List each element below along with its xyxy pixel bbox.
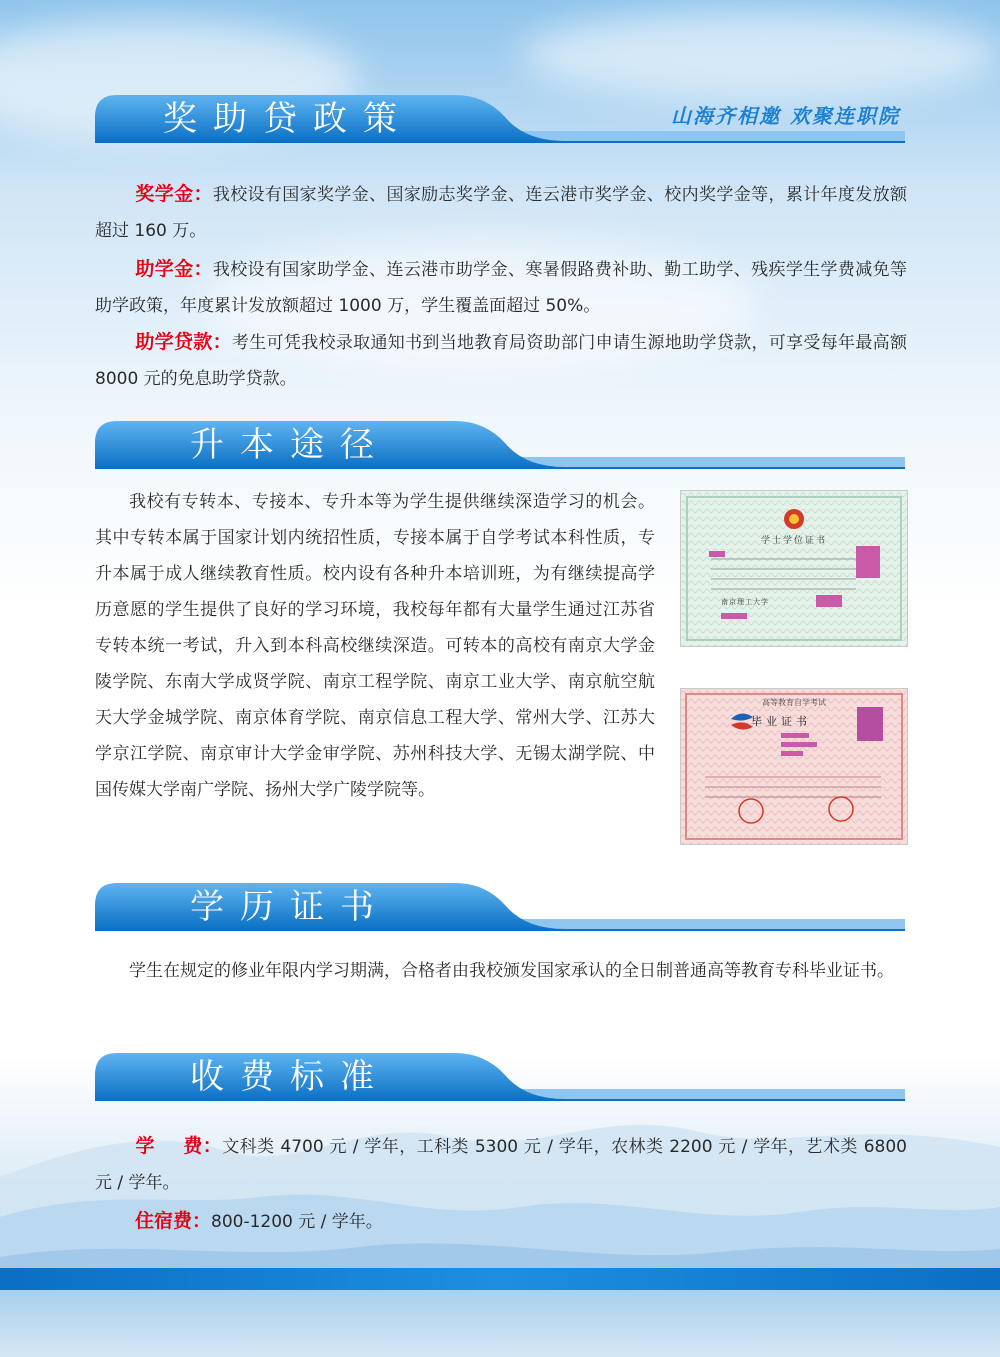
graduation-certificate-title: 毕业证书 (751, 715, 811, 728)
section-header-fees (95, 1053, 905, 1101)
degree-certificate-school: 南京理工大学 (721, 598, 769, 606)
section-header-aid (95, 95, 905, 143)
section-title: 升本途径 (190, 425, 390, 465)
loan-label: 助学贷款： (135, 331, 232, 353)
slogan: 山海齐相邀 欢聚连职院 (671, 104, 900, 128)
lodging-paragraph (95, 1203, 907, 1240)
graduation-certificate-image (680, 688, 908, 845)
grant-label: 助学金： (135, 258, 213, 280)
loan-paragraph (95, 324, 907, 397)
section-title: 学历证书 (190, 887, 390, 927)
tuition-label: 学 费： (135, 1135, 223, 1157)
scholarship-label: 奖学金： (135, 183, 213, 205)
upgrade-paragraph: 我校有专转本、专接本、专升本等为学生提供继续深造学习的机会。其中专转本属于国家计划内统招性质，专接本属于自学考试本科性质，专升本属于成人继续教育性质。校内设有各种升本培训班，为有继续提高学历意愿的学生提供了良好的学习环境，我校每年都有大量学生通过江苏省专转本统一考试，升入到本科高校继续深造。可转本的高校有南京大学金陵学院、东南大学成贤学院、南京工程学院、南京工业大学、南京航空航天大学金城学院、南京体育学院、南京信息工程大学、常州大学、江苏大学京江学院、南京审计大学金审学院、苏州科技大学、无锡太湖学院、中国传媒大学南广学院、扬州大学广陵学院等。 (95, 492, 655, 800)
lodging-text: 800-1200 元 / 学年。 (211, 1212, 383, 1232)
degree-certificate-image (680, 490, 908, 647)
grant-paragraph (95, 251, 907, 324)
tuition-paragraph (95, 1128, 907, 1201)
degree-certificate-title: 学士学位证书 (760, 536, 827, 546)
background-cloud (520, 10, 1000, 100)
graduation-certificate-header: 高等教育自学考试 (762, 698, 826, 707)
tuition-text: 文科类 4700 元 / 学年，工科类 5300 元 / 学年，农林类 2200 元 / 学年，艺术类 6800 元 / 学年。 (95, 1137, 907, 1193)
scholarship-text: 我校设有国家奖学金、国家励志奖学金、连云港市奖学金、校内奖学金等，累计年度发放额超过 160 万。 (95, 185, 907, 241)
lodging-label: 住宿费： (135, 1210, 212, 1232)
footer-band (0, 1268, 1000, 1290)
section-title: 收费标准 (190, 1057, 390, 1097)
section-title: 奖助贷政策 (163, 99, 413, 139)
grant-text: 我校设有国家助学金、连云港市助学金、寒暑假路费补助、勤工助学、残疾学生学费减免等助学政策，年度累计发放额超过 1000 万，学生覆盖面超过 50%。 (95, 260, 907, 316)
footer-fade (0, 1290, 1000, 1357)
diploma-paragraph: 学生在规定的修业年限内学习期满，合格者由我校颁发国家承认的全日制普通高等教育专科毕业证书。 (129, 961, 894, 981)
section-header-diploma (95, 883, 905, 931)
section-header-upgrade (95, 421, 905, 469)
loan-text: 考生可凭我校录取通知书到当地教育局资助部门申请生源地助学贷款，可享受每年最高额 8000 元的免息助学贷款。 (95, 333, 907, 389)
scholarship-paragraph (95, 176, 907, 249)
